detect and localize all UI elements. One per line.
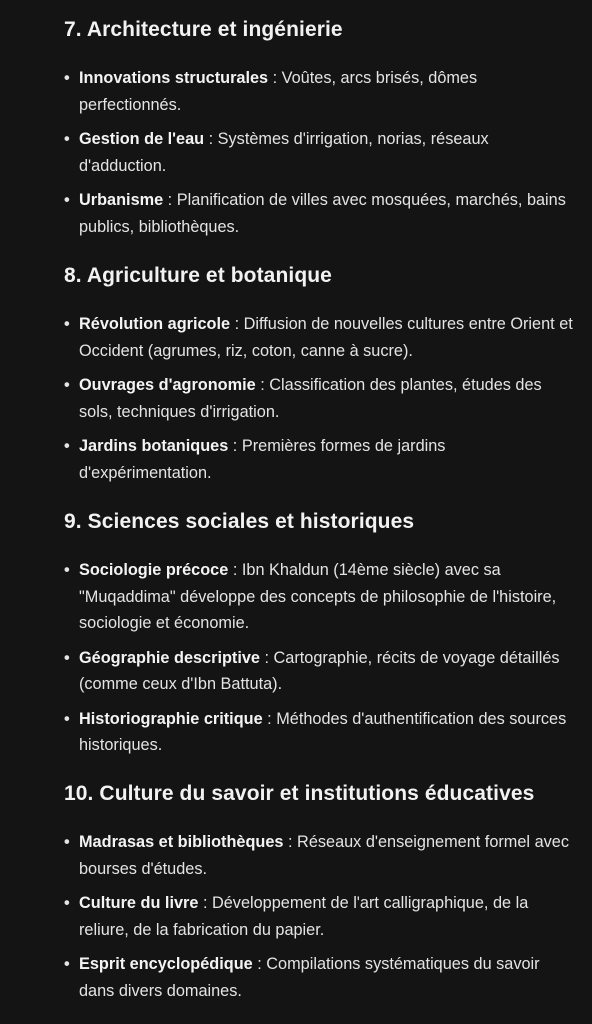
- section-agriculture: [64, 262, 578, 486]
- section-heading: 7. Architecture et ingénierie: [64, 18, 343, 41]
- item-description: : Cartographie, récits de voyage détaillés (comme ceux d'Ibn Battuta).: [79, 648, 560, 693]
- bullet-icon: •: [64, 130, 70, 148]
- item-term: Gestion de l'eau: [79, 130, 205, 148]
- item-term: Sociologie précoce: [79, 561, 229, 579]
- bullet-icon: •: [64, 561, 70, 579]
- list-item: [64, 951, 578, 1004]
- bullet-icon: •: [64, 648, 70, 667]
- item-description: : Diffusion de nouvelles cultures entre Orient et Occident (agrumes, riz, coton, canne à sucre).: [79, 315, 573, 360]
- item-description: : Classification des plantes, études des sols, techniques d'irrigation.: [79, 376, 542, 421]
- item-description: : Ibn Khaldun (14ème siècle) avec sa "Muqaddima" développe des concepts de philosophie de l'histoire, sociologie et économie.: [79, 561, 557, 632]
- list-item: [64, 65, 578, 118]
- item-term: Historiographie critique: [79, 709, 263, 728]
- item-description: : Voûtes, arcs brisés, dômes perfectionnés.: [79, 69, 478, 114]
- list-item: [64, 706, 578, 759]
- list-item: [64, 829, 578, 882]
- bullet-icon: •: [64, 315, 70, 333]
- list-item: [64, 890, 578, 943]
- list-item: [64, 187, 578, 240]
- item-term: Urbanisme: [79, 191, 164, 209]
- list-item: [64, 126, 578, 179]
- bullet-icon: •: [64, 709, 70, 728]
- section-heading: 8. Agriculture et botanique: [64, 264, 332, 287]
- bullet-icon: •: [64, 376, 70, 394]
- section-heading: 9. Sciences sociales et historiques: [64, 510, 415, 533]
- item-description: : Compilations systématiques du savoir dans divers domaines.: [79, 955, 540, 1000]
- section-social-sciences: [64, 508, 578, 759]
- list-item: [64, 433, 578, 486]
- section-knowledge-culture: [64, 780, 578, 1004]
- bullet-list: [64, 557, 578, 759]
- list-item: [64, 645, 578, 698]
- bullet-icon: •: [64, 191, 70, 209]
- bullet-icon: •: [64, 437, 70, 455]
- item-description: : Systèmes d'irrigation, norias, réseaux d'adduction.: [79, 130, 489, 175]
- list-item: [64, 372, 578, 425]
- bullet-list: [64, 65, 578, 240]
- item-description: : Réseaux d'enseignement formel avec bourses d'études.: [79, 833, 569, 878]
- item-term: Esprit encyclopédique: [79, 955, 253, 973]
- list-item: [64, 557, 578, 637]
- bullet-icon: •: [64, 69, 70, 87]
- item-term: Jardins botaniques: [79, 437, 229, 455]
- item-term: Culture du livre: [79, 894, 199, 912]
- list-item: [64, 311, 578, 364]
- section-heading: 10. Culture du savoir et institutions éducatives: [64, 782, 535, 805]
- item-term: Madrasas et bibliothèques: [79, 833, 284, 851]
- item-term: Ouvrages d'agronomie: [79, 376, 256, 394]
- bullet-icon: •: [64, 833, 70, 851]
- item-description: : Méthodes d'authentification des sources historiques.: [79, 709, 567, 754]
- bullet-icon: •: [64, 955, 70, 973]
- item-description: : Planification de villes avec mosquées, marchés, bains publics, bibliothèques.: [79, 191, 566, 236]
- bullet-list: [64, 311, 578, 486]
- item-term: Innovations structurales: [79, 69, 269, 87]
- item-description: : Premières formes de jardins d'expérimentation.: [79, 437, 446, 482]
- bullet-list: [64, 829, 578, 1004]
- item-term: Révolution agricole: [79, 315, 231, 333]
- bullet-icon: •: [64, 894, 70, 912]
- item-term: Géographie descriptive: [79, 648, 260, 667]
- item-description: : Développement de l'art calligraphique, de la reliure, de la fabrication du papier.: [79, 894, 529, 939]
- section-architecture: [64, 16, 578, 240]
